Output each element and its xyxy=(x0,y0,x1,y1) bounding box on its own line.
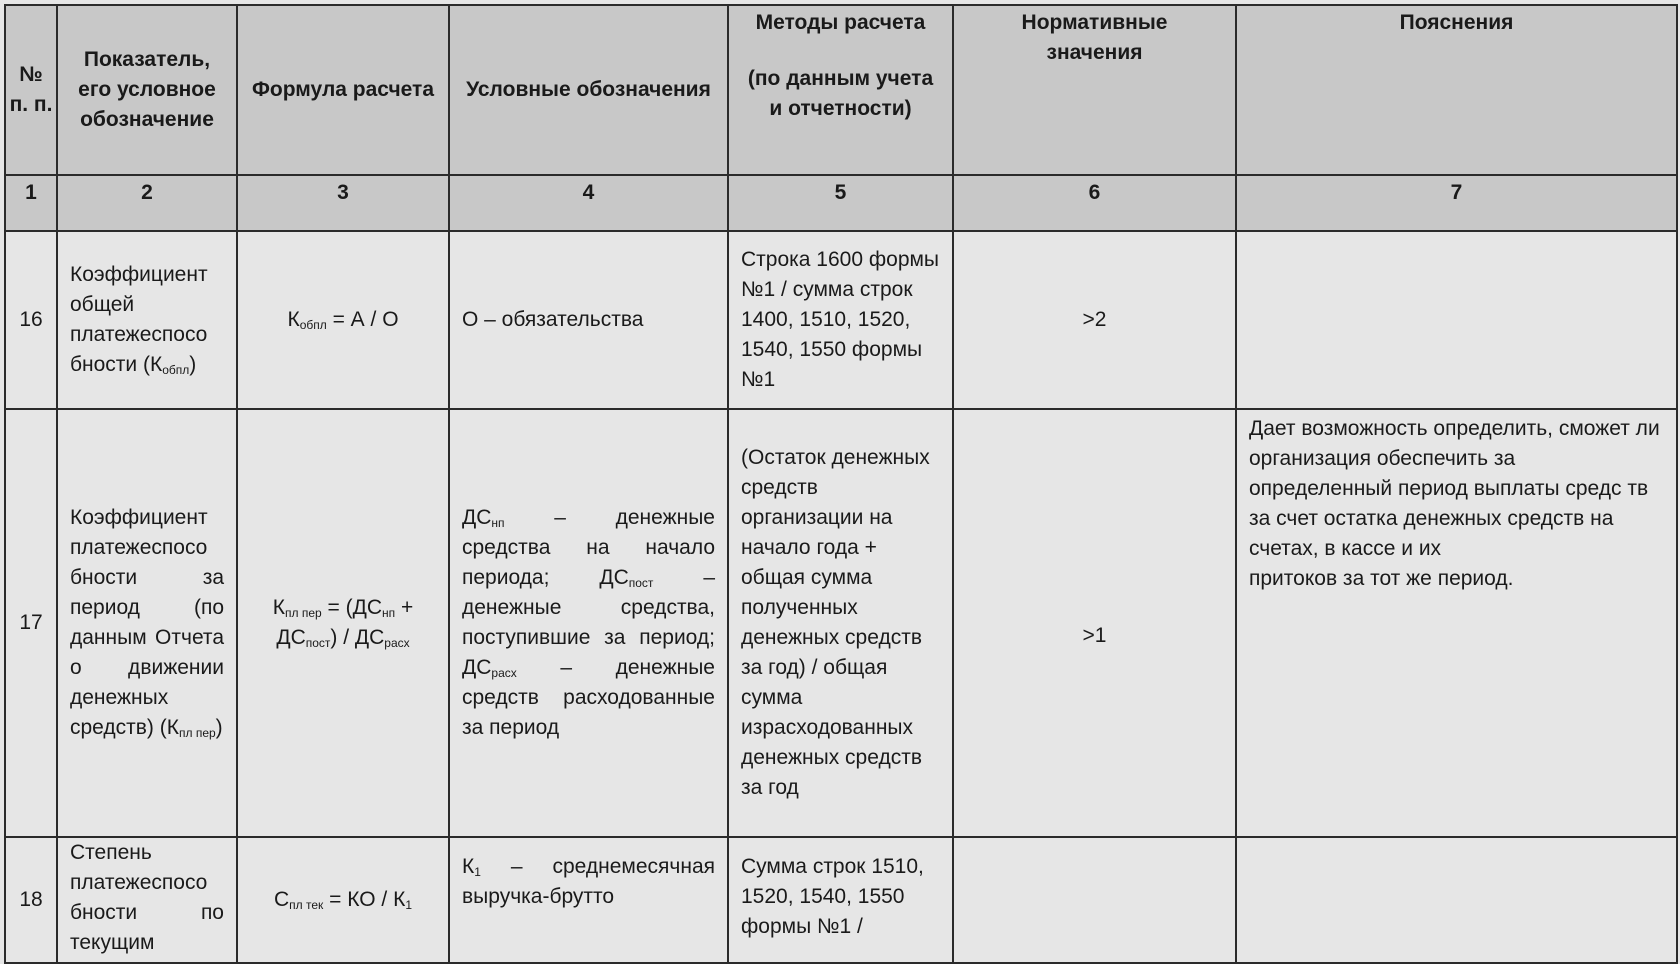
formula-subscript: 1 xyxy=(405,898,412,912)
formula-subscript: пл тек xyxy=(289,898,324,912)
note-cell xyxy=(1236,837,1677,963)
formula-expression: = (ДС xyxy=(321,596,382,619)
symbol-text: ДС xyxy=(462,506,492,529)
column-number: 2 xyxy=(57,175,237,231)
column-number: 1 xyxy=(5,175,57,231)
symbols-cell xyxy=(449,837,728,963)
indicator-tail: ) xyxy=(189,353,197,376)
indicator-text: Коэффициент платежеспосо бности за период (по данным Отчета о движении денежных средств) (К xyxy=(70,506,224,739)
symbols-cell: О – обязательства xyxy=(449,231,728,409)
symbols-cell xyxy=(449,409,728,837)
note-cell xyxy=(1236,231,1677,409)
symbol-subscript: расх xyxy=(491,666,517,680)
symbol-text: К xyxy=(462,855,475,878)
header-row xyxy=(5,5,1677,175)
column-number-row xyxy=(5,175,1677,231)
formula-symbol: К xyxy=(272,596,285,619)
indicator-cell: Степень платежеспосо бности по текущим xyxy=(57,837,237,963)
note-cell: Дает возможность определить, сможет ли организация обеспечить за определенный период выплаты средс тв за счет остатка денежных средств на счетах, в кассе и их притоков за тот же период. xyxy=(1236,409,1677,837)
method-cell: Строка 1600 формы №1 / сумма строк 1400, 1510, 1520, 1540, 1550 формы №1 xyxy=(728,231,953,409)
formula-symbol: С xyxy=(274,888,290,911)
formula-expression: = А / О xyxy=(326,308,399,331)
formula-subscript: расх xyxy=(384,636,410,650)
symbol-text: – денежные средства на начало периода; ДС xyxy=(462,506,721,589)
symbol-text: – среднемесячная выручка-брутто xyxy=(462,855,721,908)
formula-subscript: обпл xyxy=(299,318,327,332)
header-norms: Нормативные значения xyxy=(953,5,1236,175)
indicator-text: Коэффициент общей платежеспосо бности (К xyxy=(70,263,208,376)
header-number: № п. п. xyxy=(5,5,57,175)
method-cell: (Остаток денежных средств организации на начало года + общая сумма полученных денежных средств за год) / общая сумма израсходованных денежных средств за год xyxy=(728,409,953,837)
table-row xyxy=(5,231,1677,409)
column-number: 4 xyxy=(449,175,728,231)
norm-cell: >2 xyxy=(953,231,1236,409)
formula-cell xyxy=(237,231,449,409)
indicator-subscript: пл пер xyxy=(178,726,216,740)
indicator-subscript: обпл xyxy=(162,363,190,377)
header-methods-subtitle: (по данным учета и отчетности) xyxy=(747,67,934,120)
table-row xyxy=(5,409,1677,837)
formula-cell xyxy=(237,409,449,837)
indicator-cell xyxy=(57,409,237,837)
column-number: 3 xyxy=(237,175,449,231)
header-formula: Формула расчета xyxy=(237,5,449,175)
row-number: 18 xyxy=(5,837,57,963)
indicator-tail: ) xyxy=(215,716,223,739)
formula-cell xyxy=(237,837,449,963)
row-number: 16 xyxy=(5,231,57,409)
norm-cell: >1 xyxy=(953,409,1236,837)
symbol-subscript: пост xyxy=(628,576,654,590)
header-methods-title: Методы расчета xyxy=(755,11,926,34)
column-number: 5 xyxy=(728,175,953,231)
indicators-table xyxy=(4,4,1678,964)
header-symbols: Условные обозначения xyxy=(449,5,728,175)
row-number: 17 xyxy=(5,409,57,837)
symbol-text: – денежные средства, поступившие за период; ДС xyxy=(462,566,721,679)
table-row xyxy=(5,837,1677,963)
formula-symbol: К xyxy=(287,308,300,331)
indicator-cell xyxy=(57,231,237,409)
column-number: 6 xyxy=(953,175,1236,231)
method-cell: Сумма строк 1510, 1520, 1540, 1550 формы №1 / xyxy=(728,837,953,963)
formula-expression: ) / ДС xyxy=(330,626,385,649)
norm-cell xyxy=(953,837,1236,963)
symbol-subscript: нп xyxy=(491,516,505,530)
header-methods xyxy=(728,5,953,175)
symbol-subscript: 1 xyxy=(474,865,481,879)
symbol-text: – денежные средств расходованные за период xyxy=(462,656,721,739)
formula-expression: = КО / К xyxy=(323,888,406,911)
formula-subscript: нп xyxy=(382,606,396,620)
formula-expression: + ДС xyxy=(276,596,420,649)
header-indicator: Показатель, его условное обозначение xyxy=(57,5,237,175)
header-notes: Пояснения xyxy=(1236,5,1677,175)
formula-subscript: пл пер xyxy=(284,606,322,620)
formula-subscript: пост xyxy=(305,636,331,650)
column-number: 7 xyxy=(1236,175,1677,231)
